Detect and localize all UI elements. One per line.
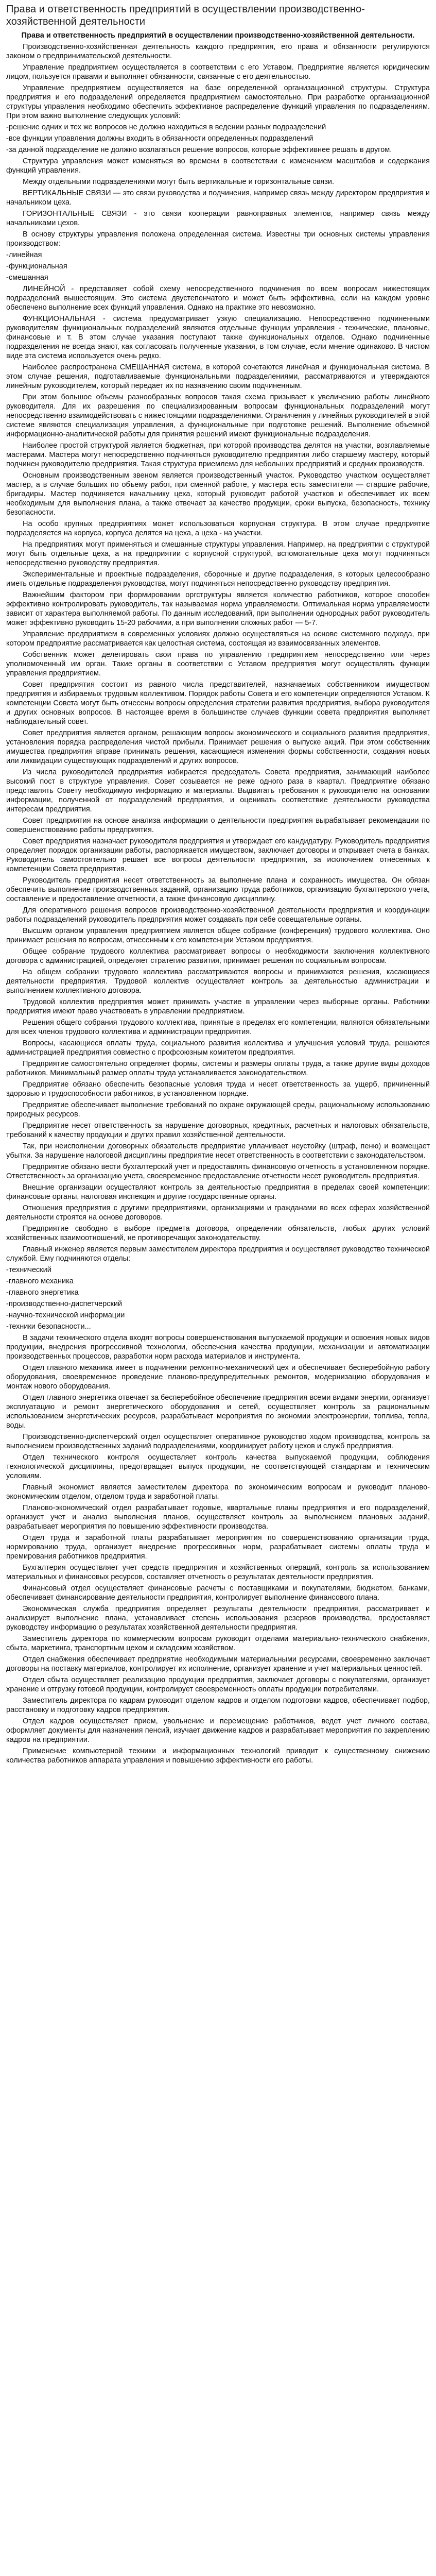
- list-item: -технический: [6, 1266, 51, 1274]
- list-item: -техники безопасности...: [6, 1323, 91, 1331]
- paragraph: Производственно-хозяйственная деятельность каждого предприятия, его права и обязанности регулируются законом о предпринимательской деятельности.: [6, 43, 430, 60]
- paragraph: Совет предприятия является органом, решающим вопросы экономического и социального развития предприятия, установления порядка распределения чистой прибыли. Принимает решения о выпуске акций. При этом собственник имущества предприятия вправе принимать решения, касающиеся изменения формы собственности, создания новых или ликвидации существующих подразделений и других вопросов.: [6, 729, 430, 765]
- body-text: [6, 42, 430, 1765]
- list-item: -смешанная: [6, 274, 48, 282]
- paragraph: Производственно-диспетчерский отдел осуществляет оперативное руководство ходом производства, контроль за выполнением производственных заданий подразделениями, координирует работу цехов и служб предприятия.: [6, 1433, 430, 1450]
- paragraph: Управление предприятием осуществляется на базе определенной организационной структуры. Структура предприятия и его подразделений определяется предприятием самостоятельно. При разработке организационной структуры управления необходимо обеспечить эффективное распределение функций управления по подразделениям. При этом важно выполнение следующих условий:: [6, 84, 430, 120]
- paragraph: ГОРИЗОНТАЛЬНЫЕ СВЯЗИ - это связи кооперации равноправных элементов, например связь между начальниками цехов.: [6, 210, 430, 227]
- paragraph: Высшим органом управления предприятием является общее собрание (конференция) трудового коллектива. Оно принимает решения по вопросам, отнесенным к его компетенции Уставом предприятия.: [6, 927, 430, 944]
- list-item: -главного механика: [6, 1277, 74, 1285]
- paragraph: Наиболее распространена СМЕШАННАЯ система, в которой сочетаются линейная и функциональная система. В этом случае решения, подготавливаемые функциональными подразделениями, рассматриваются и утверждаются линейным руководителем, который передает их по назначению своим подчиненным.: [6, 363, 430, 390]
- paragraph: Применение компьютерной техники и информационных технологий приводит к существенному снижению количества работников аппарата управления и повышению эффективности его работы.: [6, 1747, 430, 1765]
- paragraph: На особо крупных предприятиях может использоваться корпусная структура. В этом случае предприятие подразделяется на корпуса, корпуса делятся на цеха, а цеха - на участки.: [6, 520, 430, 537]
- paragraph: Совет предприятия на основе анализа информации о деятельности предприятия вырабатывает рекомендации по совершенствованию работы предприятия.: [6, 817, 430, 834]
- paragraph: Структура управления может изменяться во времени в соответствии с изменением масштабов и содержания функций управления.: [6, 157, 430, 175]
- paragraph: Наиболее простой структурой является бюджетная, при которой производства делятся на участки, возглавляемые мастерами. Мастера могут непосредственно подчиняться руководителю предприятия либо старшему мастеру, который подчинен руководителю предприятия. Такая структура приемлема для небольших предприятий и средних производств.: [6, 442, 430, 468]
- paragraph: Между отдельными подразделениями могут быть вертикальные и горизонтальные связи.: [23, 178, 334, 186]
- list-item: -за данной подразделение не должно возлагаться решение вопросов, которые эффективнее решать в другом.: [6, 146, 392, 154]
- paragraph: Решения общего собрания трудового коллектива, принятые в пределах его компетенции, являются обязательными для всех членов трудового коллектива и администрации предприятия.: [6, 1019, 430, 1036]
- paragraph: Отношения предприятия с другими предприятиями, организациями и гражданами во всех сферах хозяйственной деятельности строятся на основе договоров.: [6, 1204, 430, 1222]
- page-title: Права и ответственность предприятий в осуществлении производственно-хозяйственной деятельности: [6, 4, 365, 27]
- paragraph: Отдел главного механика имеет в подчинении ремонтно-механический цех и обеспечивает бесперебойную работу оборудования, своевременное проведение планово-предупредительных ремонтов, модернизацию оборудования и монтаж нового оборудования.: [6, 1364, 430, 1391]
- paragraph: Экспериментальные и проектные подразделения, сборочные и другие подразделения, в которых целесообразно иметь отдельные подразделения руководства, могут подчиняться непосредственно руководству предприятия.: [6, 570, 430, 588]
- paragraph: Отдел кадров осуществляет прием, увольнение и перемещение работников, ведет учет личного состава, оформляет документы для назначения пенсий, изучает движение кадров и разрабатывает мероприятия по закреплению кадров на предприятии.: [6, 1717, 430, 1744]
- paragraph: На общем собрании трудового коллектива рассматриваются вопросы и принимаются решения, касающиеся деятельности предприятия. Трудовой коллектив осуществляет контроль за деятельностью администрации и выполнением коллективного договора.: [6, 968, 430, 995]
- paragraph: Предприятие обеспечивает выполнение требований по охране окружающей среды, рациональному использованию природных ресурсов.: [6, 1101, 430, 1118]
- paragraph: Отдел главного энергетика отвечает за бесперебойное обеспечение предприятия всеми видами энергии, организует эксплуатацию и ремонт энергетического оборудования и сетей, осуществляет контроль за рациональным использованием энергетических ресурсов, разрабатывает мероприятия по экономии электроэнергии, топлива, тепла, воды.: [6, 1394, 430, 1430]
- paragraph: Финансовый отдел осуществляет финансовые расчеты с поставщиками и покупателями, бюджетом, банками, обеспечивает финансирование деятельности предприятия, контролирует выполнение финансового плана.: [6, 1584, 430, 1602]
- paragraph: Предприятие обязано вести бухгалтерский учет и предоставлять финансовую отчетность в установленном порядке. Ответственность за организацию учета, своевременное предоставление отчетности несет руководитель предприятия.: [6, 1163, 430, 1180]
- section-heading: Права и ответственность предприятий в осуществлении производственно-хозяйственной деятельности.: [21, 31, 415, 40]
- paragraph: ЛИНЕЙНОЙ - представляет собой схему непосредственного подчинения по всем вопросам нижестоящих подразделений вышестоящим. Это система двустепенчатого и может быть эффективна, если на каждом уровне обеспечено выполнение всех функций управления. Однако на практике это невозможно.: [6, 285, 430, 312]
- paragraph: Отдел труда и заработной платы разрабатывает мероприятия по совершенствованию организации труда, нормированию труда, организует внедрение прогрессивных норм, разрабатывает системы оплаты труда и премирования работников предприятия.: [6, 1534, 430, 1561]
- paragraph: Главный экономист является заместителем директора по экономическим вопросам и руководит планово-экономическим отделом, отделом труда и заработной платы.: [6, 1483, 430, 1501]
- paragraph: Предприятие несет ответственность за нарушение договорных, кредитных, расчетных и налоговых обязательств, требований к качеству продукции и других правил хозяйственной деятельности.: [6, 1122, 430, 1139]
- paragraph: Бухгалтерия осуществляет учет средств предприятия и хозяйственных операций, контроль за использованием материальных и финансовых ресурсов, составляет отчетность о результатах деятельности предприятия.: [6, 1564, 430, 1581]
- paragraph: Так, при неисполнении договорных обязательств предприятие уплачивает неустойку (штраф, пеню) и возмещает убытки. За нарушение налоговой дисциплины предприятие несет ответственность в соответствии с законодательством.: [6, 1142, 430, 1160]
- list-item: -решение одних и тех же вопросов не должно находиться в ведении разных подразделений: [6, 123, 326, 131]
- list-item: -производственно-диспетчерский: [6, 1300, 123, 1308]
- paragraph: Отдел снабжения обеспечивает предприятие необходимыми материальными ресурсами, своевременно заключает договоры на поставку материалов, контролирует их исполнение, организует хранение и учет материальных ценностей.: [6, 1655, 430, 1673]
- paragraph: Из числа руководителей предприятия избирается председатель Совета предприятия, занимающий наиболее высокий пост в структуре управления. Совет созывается не реже одного раза в квартал. Предприятие обязано представлять Совету необходимую информацию и материалы. Выдвигать требования к руководителю на основании информации, полученной от подразделений предприятия, и оценивать соответствие деятельности руководства интересам предприятия.: [6, 768, 430, 814]
- list-item: -линейная: [6, 251, 42, 259]
- paragraph: Совет предприятия состоит из равного числа представителей, назначаемых собственником имуществом предприятия и избираемых трудовым коллективом. Порядок работы Совета и его компетенции определяются Уставом. К компетенции Совета могут быть отнесены вопросы определения стратегии развития предприятия, выбора руководителя и других основных вопросов. В настоящее время в большинстве случаев функции совета предприятия выполняет наблюдательный совет.: [6, 681, 430, 726]
- list-item: -все функции управления должны входить в обязанности определенных подразделений: [6, 134, 313, 143]
- paragraph: Управление предприятием в современных условиях должно осуществляться на основе системного подхода, при котором предприятие рассматривается как целостная система, состоящая из взаимосвязанных элементов.: [6, 630, 430, 648]
- paragraph: Предприятие самостоятельно определяет формы, системы и размеры оплаты труда, а также другие виды доходов работников. Минимальный размер оплаты труда устанавливается законодательством.: [6, 1060, 430, 1077]
- paragraph: Внешние организации осуществляют контроль за деятельностью предприятия в пределах своей компетенции: финансовые органы, налоговая инспекция и другие государственные органы.: [6, 1183, 430, 1201]
- paragraph: В задачи технического отдела входят вопросы совершенствования выпускаемой продукции и освоения новых видов продукции, внедрения прогрессивной технологии, обеспечения качества продукции, механизации и автоматизации производственных процессов, разработки норм расхода материалов и инструмента.: [6, 1334, 430, 1361]
- paragraph: При этом большое объемы разнообразных вопросов такая схема призывает к увеличению работы линейного руководителя. Для их разрешения по специализированным вопросам функциональных подразделений могут непосредственно взаимодействовать с нижестоящими подразделениями. Ограничения у линейных руководителей в этой системе являются специализация управления, а функциональные при подготовке решений. Выполнение объемной информационно-аналитической работы для принятия решений имеют функциональные подразделения.: [6, 393, 430, 438]
- paragraph: ФУНКЦИОНАЛЬНАЯ - система предусматривает узкую специализацию. Непосредственно подчиненными руководителям функциональных подразделений являются отдельные функции управления - технические, плановые, финансовые и т. В этом случае указания поступают также функциональных отделов. Однако подчиненные подразделения не всегда знают, как согласовать полученные указания, в том случае, если мнение одинаково. В чистом виде эта система используется очень редко.: [6, 315, 430, 360]
- paragraph: Управление предприятием осуществляется в соответствии с его Уставом. Предприятие является юридическим лицом, пользуется правами и выполняет обязанности, связанные с его деятельностью.: [6, 63, 430, 81]
- paragraph: Экономическая служба предприятия определяет результаты деятельности предприятия, рассматривает и анализирует выполнение плана, устанавливает степень использования резервов производства, предоставляет руководству информацию о результатах хозяйственной деятельности предприятия.: [6, 1605, 430, 1632]
- paragraph: Предприятие свободно в выборе предмета договора, определении обязательств, любых других условий хозяйственных взаимоотношений, не противоречащих законодательству.: [6, 1225, 430, 1242]
- paragraph: Вопросы, касающиеся оплаты труда, социального развития коллектива и улучшения условий труда, решаются администрацией предприятия совместно с профсоюзным комитетом предприятия.: [6, 1039, 430, 1057]
- paragraph: Для оперативного решения вопросов производственно-хозяйственной деятельности предприятия и координации работы подразделений руководитель предприятия может создавать при себе совещательные органы.: [6, 906, 430, 924]
- paragraph: Совет предприятия назначает руководителя предприятия и утверждает его кандидатуру. Руководитель предприятия определяет порядок организации работы, распоряжается имуществом, заключает договоры и открывает счета в банках. Руководитель самостоятельно решает все вопросы деятельности предприятия, за исключением отнесенных к компетенции Совета предприятия.: [6, 837, 430, 873]
- paragraph: На предприятиях могут применяться и смешанные структуры управления. Например, на предприятии с структурой могут быть отдельные цеха, а на предприятии с корпусной структурой, вспомогательные цеха могут подчиняться непосредственно руководству предприятия.: [6, 540, 430, 567]
- paragraph: В основу структуры управления положена определенная система. Известны три основных системы управления производством:: [6, 230, 430, 248]
- paragraph: Основным производственным звеном является производственный участок. Руководство участком осуществляет мастер, а в случае больших по объему работ, при сменной работе, у мастера есть заместители — старшие рабочие, бригадиры. Мастер подчиняется начальнику цеха, который руководит работой участков и обеспечивает их всем необходимым для выполнения плана, а также отвечает за качество продукции, сроки выпуска, безопасность, технику безопасности.: [6, 471, 430, 517]
- paragraph: Главный инженер является первым заместителем директора предприятия и осуществляет руководство технической службой. Ему подчиняются отделы:: [6, 1245, 430, 1263]
- paragraph: Руководитель предприятия несет ответственность за выполнение плана и сохранность имущества. Он обязан обеспечить выполнение производственных заданий, организацию труда работников, организацию бухгалтерского учета, составление и предоставление отчетности, а также финансовую дисциплину.: [6, 876, 430, 903]
- paragraph: Заместитель директора по кадрам руководит отделом кадров и отделом подготовки кадров, обеспечивает подбор, расстановку и подготовку кадров предприятия.: [6, 1697, 430, 1714]
- paragraph: Отдел технического контроля осуществляет контроль качества выпускаемой продукции, соблюдения технологической дисциплины, предотвращает выпуск продукции, не соответствующей стандартам и техническим условиям.: [6, 1453, 430, 1480]
- paragraph: Предприятие обязано обеспечить безопасные условия труда и несет ответственность за ущерб, причиненный здоровью и трудоспособности работников, в установленном порядке.: [6, 1080, 430, 1098]
- paragraph: Трудовой коллектив предприятия может принимать участие в управлении через выборные органы. Работники предприятия имеют право участвовать в управлении предприятием.: [6, 998, 430, 1015]
- paragraph: Собственник может делегировать свои права по управлению предприятием непосредственно или через уполномоченный им орган. Такие органы в соответствии с Уставом предприятия могут осуществлять функции управления предприятием.: [6, 651, 430, 677]
- paragraph: Общее собрание трудового коллектива рассматривает вопросы о необходимости заключения коллективного договора с администрацией, определяет стратегию развития, принимает решения по социальным вопросам.: [6, 947, 430, 965]
- paragraph: Заместитель директора по коммерческим вопросам руководит отделами материально-технического снабжения, сбыта, маркетинга, транспортным цехом и складским хозяйством.: [6, 1635, 430, 1652]
- list-item: -научно-технической информации: [6, 1311, 125, 1319]
- list-item: -главного энергетика: [6, 1289, 79, 1297]
- paragraph: Отдел сбыта осуществляет реализацию продукции предприятия, заключает договоры с покупателями, организует хранение и отгрузку готовой продукции, контролирует своевременность оплаты продукции потребителями.: [6, 1676, 430, 1693]
- list-item: -функциональная: [6, 262, 67, 270]
- paragraph: ВЕРТИКАЛЬНЫЕ СВЯЗИ — это связи руководства и подчинения, например связь между директором предприятия и начальником цеха.: [6, 189, 430, 207]
- paragraph: Планово-экономический отдел разрабатывает годовые, квартальные планы предприятия и его подразделений, организует учет и анализ выполнения планов, осуществляет контроль за выполнением плановых заданий, разрабатывает мероприятия по повышению эффективности производства.: [6, 1504, 430, 1531]
- paragraph: Важнейшим фактором при формировании оргструктуры является количество работников, которое способен эффективно контролировать руководитель, так называемая норма управляемости. Оптимальная норма управляемости зависит от характера выполняемой работы. По данным исследований, при выполнении однородных работ руководитель может эффективно руководить 15-20 рабочими, а при выполнении сложных работ — 5-7.: [6, 591, 430, 627]
